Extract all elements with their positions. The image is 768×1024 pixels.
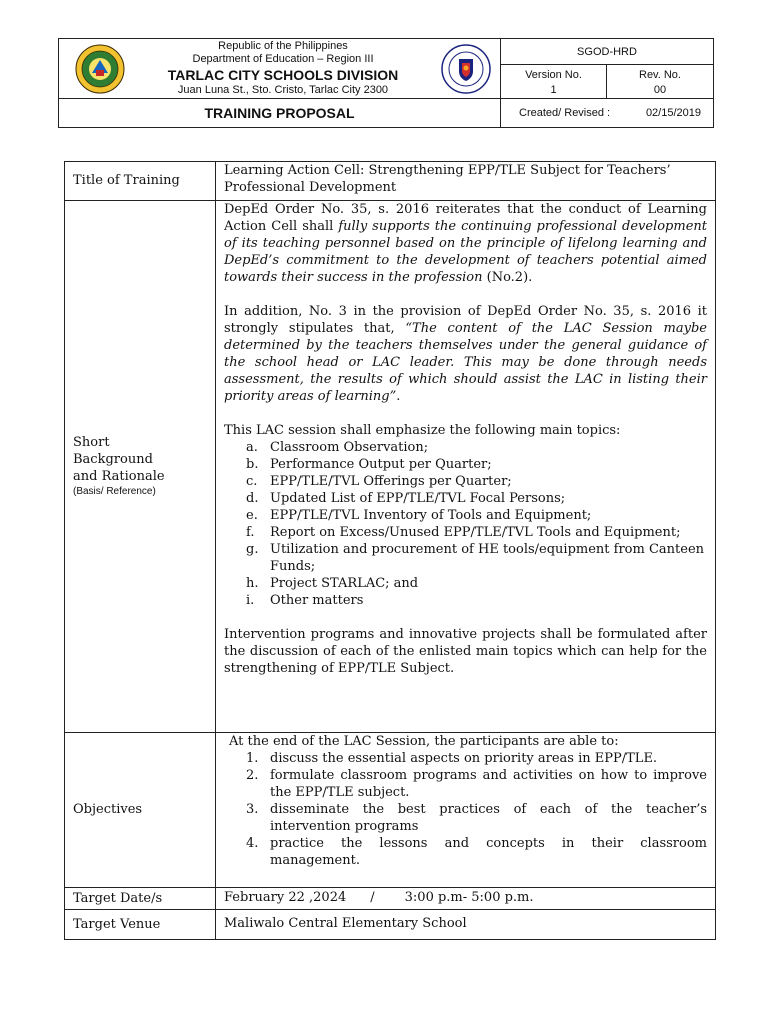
republic-line: Republic of the Philippines bbox=[218, 40, 348, 52]
rationale-paragraph-2 bbox=[224, 303, 707, 405]
list-text: Project STARLAC; and bbox=[270, 576, 419, 591]
list-item bbox=[224, 750, 707, 767]
p2-text-c: . bbox=[396, 389, 401, 404]
list-marker: e. bbox=[246, 508, 258, 523]
created-label: Created/ Revised : bbox=[519, 107, 611, 119]
objectives-content-cell bbox=[216, 733, 715, 887]
title-row bbox=[65, 162, 715, 200]
objectives-row bbox=[65, 732, 715, 887]
title-label: Title of Training bbox=[73, 173, 180, 188]
rationale-paragraph-3: Intervention programs and innovative projects shall be formulated after the discussion of each of the enlisted main topics which can help for the strengthening of EPP/TLE Subject. bbox=[224, 627, 707, 676]
date-separator: / bbox=[370, 890, 375, 905]
list-item bbox=[224, 490, 707, 507]
date-label-cell bbox=[65, 888, 216, 909]
header-org-block bbox=[59, 39, 501, 99]
background-label-cell bbox=[65, 201, 216, 732]
target-time: 3:00 p.m- 5:00 p.m. bbox=[404, 890, 534, 905]
list-marker: f. bbox=[246, 525, 255, 540]
background-label-line3: and Rationale bbox=[73, 469, 165, 484]
version-label: Version No. bbox=[525, 69, 582, 81]
list-text: EPP/TLE/TVL Inventory of Tools and Equipment; bbox=[270, 508, 592, 523]
document-title: TRAINING PROPOSAL bbox=[59, 99, 501, 127]
rationale-paragraph-1 bbox=[224, 201, 707, 286]
training-title: Learning Action Cell: Strengthening EPP/TLE Subject for Teachers’ Professional Development bbox=[224, 163, 671, 195]
list-item bbox=[224, 507, 707, 524]
created-revised-cell bbox=[501, 99, 713, 127]
date-value-cell bbox=[216, 888, 715, 909]
target-date-row bbox=[65, 887, 715, 909]
p1-text-a: DepEd Order No. 35, s. 2016 reiterates that the conduct of Learning Action Cell shall bbox=[224, 202, 707, 234]
list-item bbox=[224, 541, 707, 575]
list-marker: d. bbox=[246, 491, 259, 506]
list-text: disseminate the best practices of each of the teacher’s intervention programs bbox=[270, 802, 707, 834]
document-header bbox=[58, 38, 714, 128]
target-venue-row bbox=[65, 909, 715, 939]
list-item bbox=[224, 456, 707, 473]
department-line: Department of Education – Region III bbox=[192, 53, 374, 65]
list-marker: g. bbox=[246, 542, 259, 557]
revision-cell bbox=[607, 65, 713, 99]
target-date: February 22 ,2024 bbox=[224, 890, 347, 905]
date-label: Target Date/s bbox=[73, 891, 163, 906]
division-address: Juan Luna St., Sto. Cristo, Tarlac City 2300 bbox=[177, 84, 389, 96]
list-text: Report on Excess/Unused EPP/TLE/TVL Tools and Equipment; bbox=[270, 525, 681, 540]
list-text: Updated List of EPP/TLE/TVL Focal Persons; bbox=[270, 491, 566, 506]
list-item bbox=[224, 524, 707, 541]
version-cell bbox=[501, 65, 607, 99]
revision-label: Rev. No. bbox=[639, 69, 681, 81]
list-item bbox=[224, 767, 707, 801]
division-name: TARLAC CITY SCHOOLS DIVISION bbox=[167, 67, 399, 83]
list-text: Utilization and procurement of HE tools/equipment from Canteen Funds; bbox=[270, 542, 705, 574]
list-item bbox=[224, 592, 707, 609]
background-row bbox=[65, 200, 715, 732]
topics-intro: This LAC session shall emphasize the following main topics: bbox=[224, 423, 621, 438]
proposal-table bbox=[64, 161, 716, 940]
division-seal-logo bbox=[75, 44, 125, 94]
p2-text-quote: “The content of the LAC Session maybe determined by the teachers themselves under the general guidance of the school head or LAC leader. This may be done through needs assessment, the results of which should assist the LAC in listing their priority areas of learning” bbox=[224, 321, 707, 404]
version-value: 1 bbox=[550, 84, 557, 96]
list-text: Performance Output per Quarter; bbox=[270, 457, 492, 472]
venue-value-cell bbox=[216, 910, 715, 939]
list-marker: c. bbox=[246, 474, 258, 489]
background-label-note: (Basis/ Reference) bbox=[73, 486, 156, 497]
p2-text-a: In addition, No. 3 in the provision of DepEd Order No. 35, s. 2016 it strongly stipulates that, bbox=[224, 304, 707, 336]
office-code: SGOD-HRD bbox=[501, 39, 713, 65]
objectives-label: Objectives bbox=[73, 802, 143, 817]
list-marker: 1. bbox=[246, 751, 259, 766]
list-text: EPP/TLE/TVL Offerings per Quarter; bbox=[270, 474, 512, 489]
list-text: Classroom Observation; bbox=[270, 440, 429, 455]
list-item bbox=[224, 439, 707, 456]
objectives-intro: At the end of the LAC Session, the participants are able to: bbox=[229, 734, 619, 749]
target-venue: Maliwalo Central Elementary School bbox=[224, 916, 467, 931]
organization-name bbox=[133, 39, 433, 97]
objectives-list bbox=[224, 750, 707, 869]
list-text: practice the lessons and concepts in their classroom management. bbox=[270, 836, 707, 868]
list-item bbox=[224, 835, 707, 869]
list-marker: i. bbox=[246, 593, 255, 608]
list-marker: 3. bbox=[246, 802, 259, 817]
list-text: formulate classroom programs and activities on how to improve the EPP/TLE subject. bbox=[270, 768, 707, 800]
title-value-cell bbox=[216, 162, 715, 200]
p1-text-emphasis: fully supports the continuing professional development of its teaching personnel based on the principle of lifelong learning and DepEd’s commitment to the development of teachers potential aimed towards their success in the profession bbox=[224, 219, 707, 285]
venue-label-cell bbox=[65, 910, 216, 939]
title-label-cell bbox=[65, 162, 216, 200]
list-marker: a. bbox=[246, 440, 258, 455]
list-marker: h. bbox=[246, 576, 259, 591]
venue-label: Target Venue bbox=[73, 917, 161, 932]
list-marker: 4. bbox=[246, 836, 259, 851]
objectives-label-cell bbox=[65, 733, 216, 887]
list-text: Other matters bbox=[270, 593, 364, 608]
revision-value: 00 bbox=[653, 84, 667, 96]
topics-list bbox=[224, 439, 707, 609]
created-date: 02/15/2019 bbox=[645, 107, 701, 119]
list-item bbox=[224, 473, 707, 490]
background-label-line2: Background bbox=[73, 452, 153, 467]
deped-seal-logo bbox=[441, 44, 491, 94]
background-label bbox=[73, 434, 211, 498]
list-text: discuss the essential aspects on priority areas in EPP/TLE. bbox=[270, 751, 658, 766]
background-label-line1: Short bbox=[73, 435, 110, 450]
list-item bbox=[224, 801, 707, 835]
list-marker: 2. bbox=[246, 768, 259, 783]
background-content-cell bbox=[216, 201, 715, 732]
list-marker: b. bbox=[246, 457, 259, 472]
list-item bbox=[224, 575, 707, 592]
p1-text-c: (No.2). bbox=[482, 270, 533, 285]
